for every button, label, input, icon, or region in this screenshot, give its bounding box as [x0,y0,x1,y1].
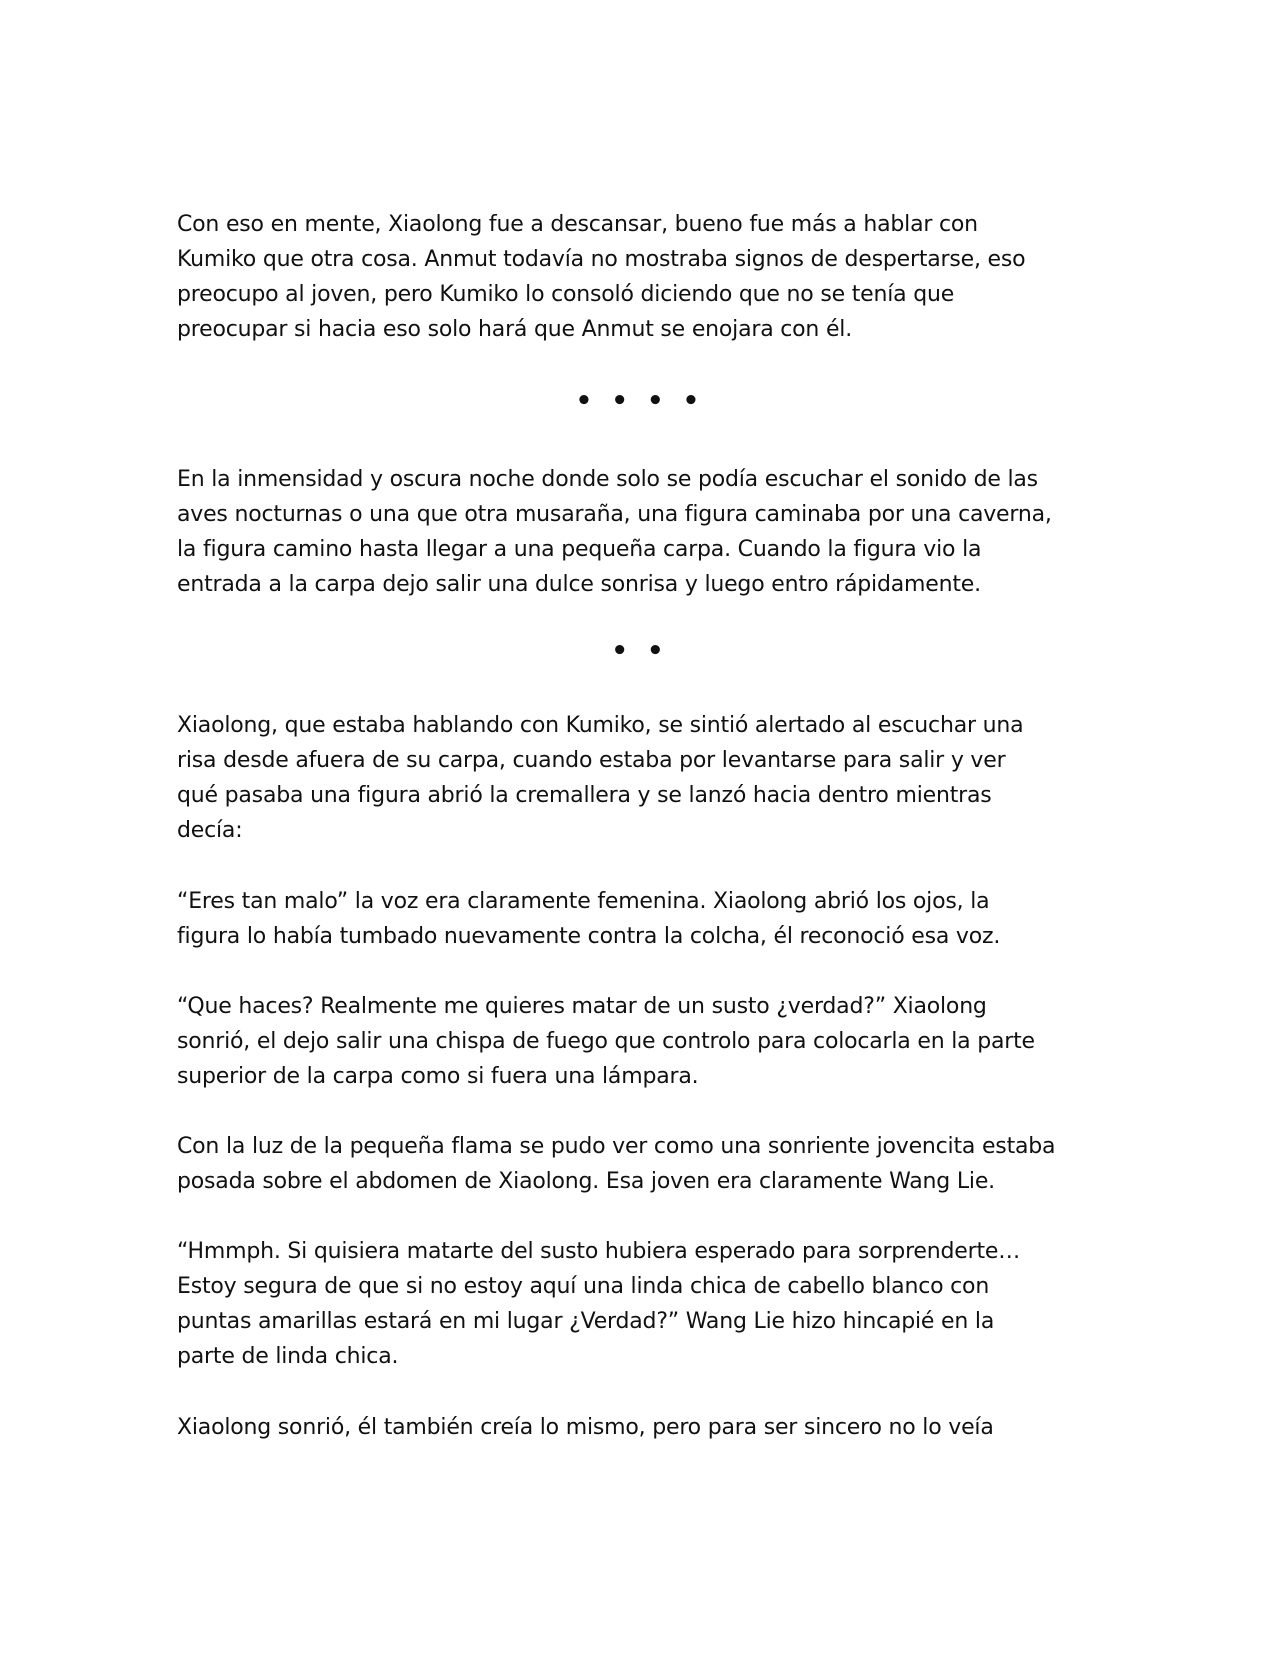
paragraph-8 [177,1410,1117,1445]
scene-separator: • • • • [575,386,705,416]
paragraph-line: puntas amarillas estará en mi lugar ¿Verdad?” Wang Lie hizo hincapié en la [177,1309,995,1334]
paragraph-3 [177,708,1117,848]
paragraph-line: superior de la carpa como si fuera una lámpara. [177,1064,699,1089]
paragraph-line: Con eso en mente, Xiaolong fue a descansar, bueno fue más a hablar con [177,212,978,237]
paragraph-5 [177,989,1117,1094]
paragraph-line: preocupo al joven, pero Kumiko lo consoló diciendo que no se tenía que [177,282,955,307]
paragraph-line: Xiaolong sonrió, él también creía lo mismo, pero para ser sincero no lo veía [177,1415,994,1440]
paragraph-7 [177,1234,1117,1374]
scene-separator: • • [611,636,669,666]
paragraph-line: “Eres tan malo” la voz era claramente femenina. Xiaolong abrió los ojos, la [177,889,990,914]
paragraph-6 [177,1129,1117,1199]
paragraph-line: qué pasaba una figura abrió la cremallera y se lanzó hacia dentro mientras [177,783,992,808]
paragraph-2 [177,462,1117,602]
paragraph-1 [177,207,1117,347]
paragraph-line: la figura camino hasta llegar a una pequeña carpa. Cuando la figura vio la [177,537,982,562]
paragraph-line: preocupar si hacia eso solo hará que Anmut se enojara con él. [177,317,852,342]
paragraph-line: “Hmmph. Si quisiera matarte del susto hubiera esperado para sorprenderte… [177,1239,1021,1264]
paragraph-line: entrada a la carpa dejo salir una dulce sonrisa y luego entro rápidamente. [177,572,981,597]
paragraph-4 [177,884,1117,954]
paragraph-line: sonrió, el dejo salir una chispa de fuego que controlo para colocarla en la parte [177,1029,1035,1054]
paragraph-line: figura lo había tumbado nuevamente contra la colcha, él reconoció esa voz. [177,924,1001,949]
paragraph-line: Xiaolong, que estaba hablando con Kumiko, se sintió alertado al escuchar una [177,713,1024,738]
paragraph-line: posada sobre el abdomen de Xiaolong. Esa joven era claramente Wang Lie. [177,1169,995,1194]
paragraph-line: parte de linda chica. [177,1344,399,1369]
paragraph-line: En la inmensidad y oscura noche donde solo se podía escuchar el sonido de las [177,467,1038,492]
paragraph-line: risa desde afuera de su carpa, cuando estaba por levantarse para salir y ver [177,748,1006,773]
paragraph-line: aves nocturnas o una que otra musaraña, una figura caminaba por una caverna, [177,502,1052,527]
paragraph-line: “Que haces? Realmente me quieres matar de un susto ¿verdad?” Xiaolong [177,994,987,1019]
paragraph-line: Con la luz de la pequeña flama se pudo ver como una sonriente jovencita estaba [177,1134,1056,1159]
paragraph-line: decía: [177,818,243,843]
paragraph-line: Estoy segura de que si no estoy aquí una linda chica de cabello blanco con [177,1274,990,1299]
paragraph-line: Kumiko que otra cosa. Anmut todavía no mostraba signos de despertarse, eso [177,247,1026,272]
